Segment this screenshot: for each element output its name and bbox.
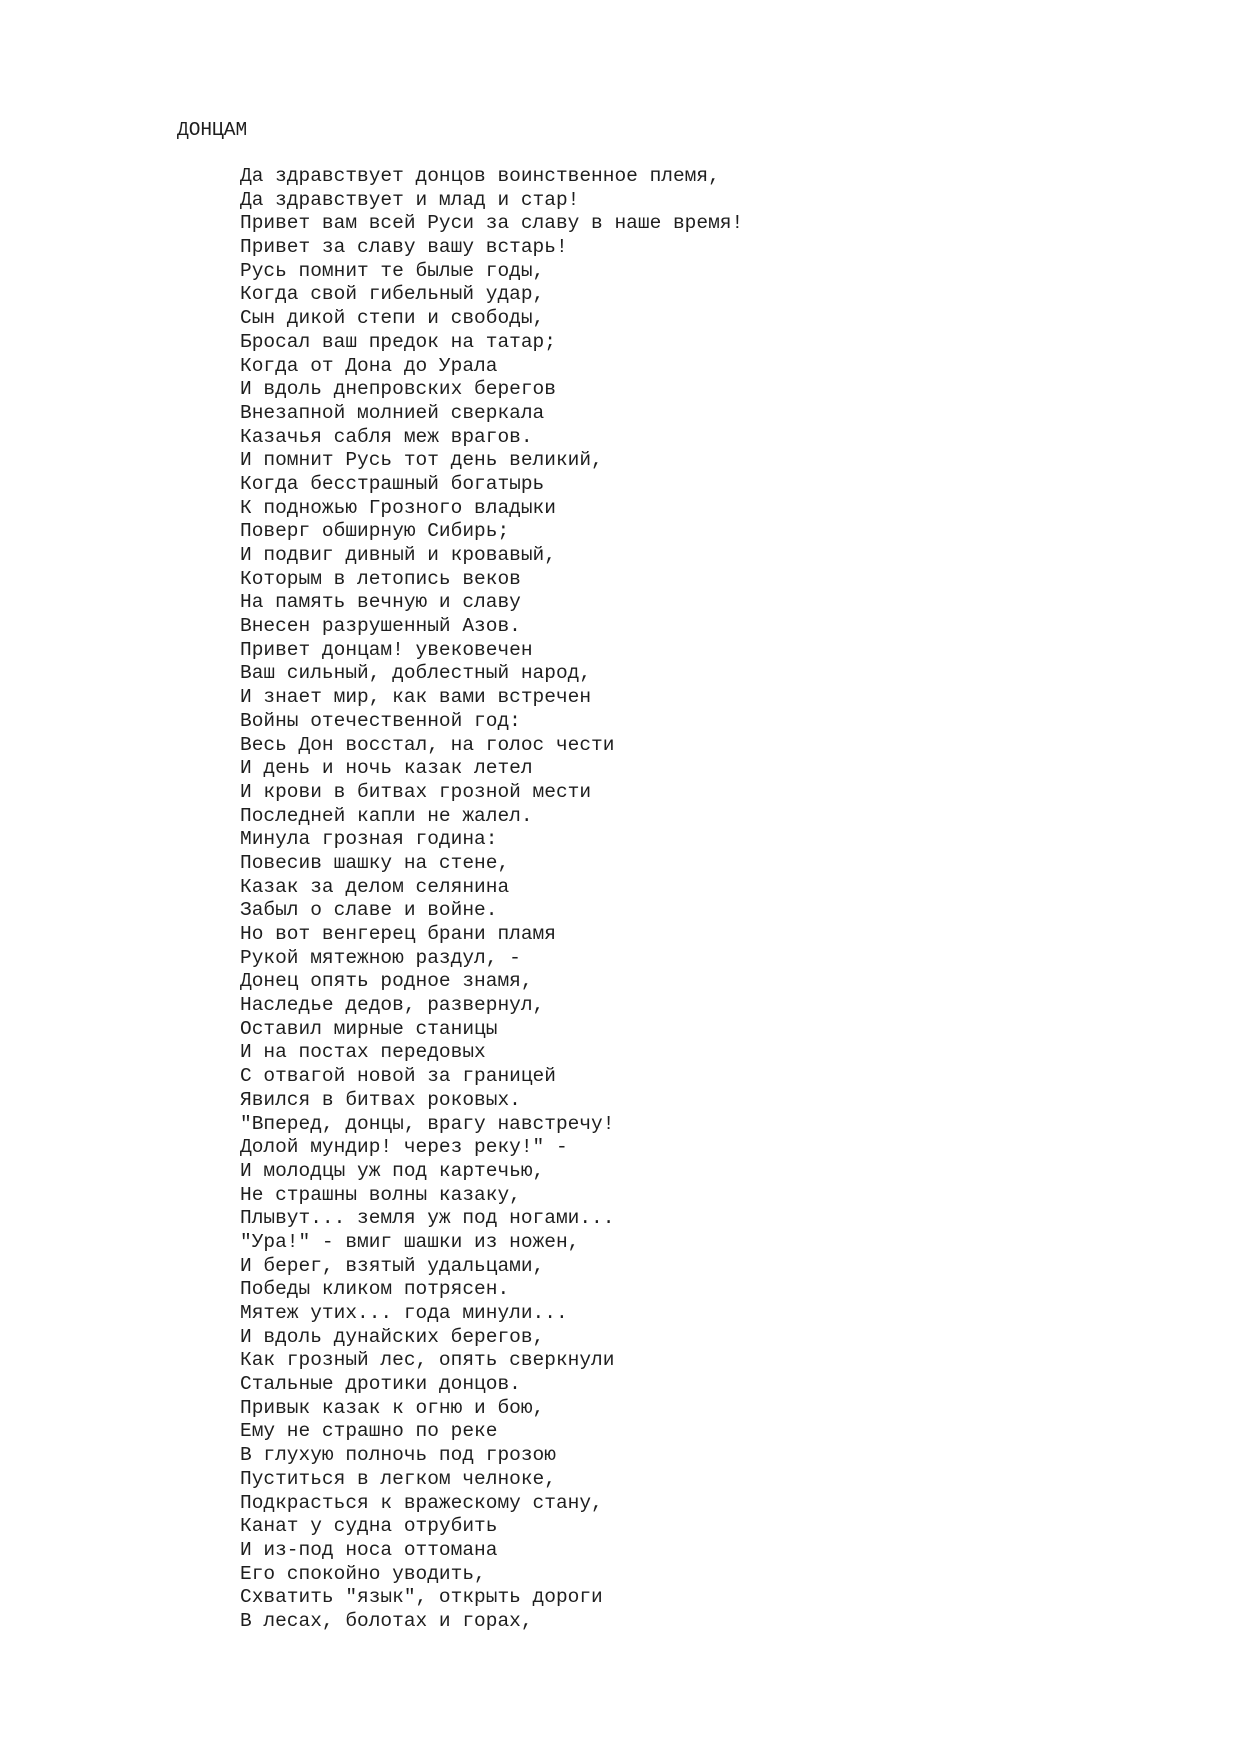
- poem-line: Донец опять родное знамя,: [240, 970, 533, 993]
- poem-line: Привет вам всей Руси за славу в наше время!: [240, 212, 744, 235]
- poem-line: Бросал ваш предок на татар;: [240, 330, 556, 353]
- poem-line: С отвагой новой за границей: [240, 1065, 556, 1088]
- poem-line: Рукой мятежною раздул, -: [240, 946, 521, 969]
- poem-title: ДОНЦАМ: [177, 119, 248, 141]
- poem-line: На память вечную и славу: [240, 591, 521, 614]
- poem-line: И помнит Русь тот день великий,: [240, 449, 603, 472]
- poem-line: Победы кликом потрясен.: [240, 1278, 510, 1301]
- poem-line: Забыл о славе и войне.: [240, 899, 498, 922]
- poem-line: Стальные дротики донцов.: [240, 1373, 521, 1396]
- poem-line: Да здравствует и млад и стар!: [240, 188, 580, 211]
- poem-line: Канат у судна отрубить: [240, 1515, 498, 1538]
- poem-line: И крови в битвах грозной мести: [240, 780, 592, 803]
- poem-line: Оставил мирные станицы: [240, 1017, 498, 1040]
- poem-line: Когда свой гибельный удар,: [240, 283, 545, 306]
- poem-line: Которым в летопись веков: [240, 567, 521, 590]
- poem-line: И берег, взятый удальцами,: [240, 1254, 545, 1277]
- poem-line: Схватить "язык", открыть дороги: [240, 1586, 603, 1609]
- poem-line: Войны отечественной год:: [240, 709, 521, 732]
- poem-line: Поверг обширную Сибирь;: [240, 520, 510, 543]
- poem-line: Плывут... земля уж под ногами...: [240, 1207, 615, 1230]
- poem-line: Минула грозная година:: [240, 828, 498, 851]
- poem-line: Мятеж утих... года минули...: [240, 1302, 568, 1324]
- poem-line: В лесах, болотах и горах,: [240, 1609, 533, 1632]
- poem-line: Явился в битвах роковых.: [240, 1088, 521, 1111]
- poem-line: Как грозный лес, опять сверкнули: [240, 1349, 615, 1372]
- poem-line: Ему не страшно по реке: [240, 1420, 498, 1443]
- poem-line: Наследье дедов, развернул,: [240, 994, 545, 1017]
- poem-line: И вдоль днепровских берегов: [240, 378, 556, 401]
- poem-body: [240, 165, 743, 1634]
- poem-line: Долой мундир! через реку!" -: [240, 1136, 568, 1159]
- poem-line: Русь помнит те былые годы,: [240, 259, 545, 282]
- poem-line: И знает мир, как вами встречен: [240, 686, 592, 709]
- poem-line: Да здравствует донцов воинственное племя,: [240, 165, 720, 187]
- poem-line: Ваш сильный, доблестный народ,: [240, 662, 592, 685]
- poem-line: Когда от Дона до Урала: [240, 354, 498, 377]
- poem-line: И подвиг дивный и кровавый,: [240, 544, 556, 566]
- poem-line: Повесив шашку на стене,: [240, 851, 510, 874]
- poem-line: И вдоль дунайских берегов,: [240, 1325, 545, 1348]
- poem-line: Внесен разрушенный Азов.: [240, 615, 521, 638]
- poem-line: Сын дикой степи и свободы,: [240, 307, 545, 330]
- poem-line: Подкрасться к вражескому стану,: [240, 1491, 603, 1514]
- poem-line: "Вперед, донцы, врагу навстречу!: [240, 1112, 615, 1135]
- poem-line: Привет донцам! увековечен: [240, 638, 533, 661]
- poem-line: Когда бесстрашный богатырь: [240, 472, 545, 495]
- poem-line: Не страшны волны казаку,: [240, 1183, 521, 1206]
- poem-line: Весь Дон восстал, на голос чести: [240, 733, 615, 756]
- poem-line: "Ура!" - вмиг шашки из ножен,: [240, 1230, 580, 1253]
- poem-line: И из-под носа оттомана: [240, 1538, 498, 1561]
- poem-line: Привет за славу вашу встарь!: [240, 236, 568, 259]
- poem-line: И день и ночь казак летел: [240, 757, 533, 780]
- poem-line: И на постах передовых: [240, 1041, 486, 1064]
- poem-line: И молодцы уж под картечью,: [240, 1159, 545, 1182]
- poem-line: В глухую полночь под грозою: [240, 1444, 556, 1467]
- poem-line: Последней капли не жалел.: [240, 804, 533, 827]
- poem-line: Привык казак к огню и бою,: [240, 1396, 545, 1419]
- poem-line: Пуститься в легком челноке,: [240, 1467, 556, 1490]
- poem-line: Казак за делом селянина: [240, 875, 510, 898]
- poem-line: Казачья сабля меж врагов.: [240, 425, 533, 448]
- poem-line: К подножью Грозного владыки: [240, 496, 556, 519]
- poem-line: Внезапной молнией сверкала: [240, 401, 545, 424]
- poem-line: Но вот венгерец брани пламя: [240, 923, 556, 945]
- poem-line: Его спокойно уводить,: [240, 1562, 486, 1585]
